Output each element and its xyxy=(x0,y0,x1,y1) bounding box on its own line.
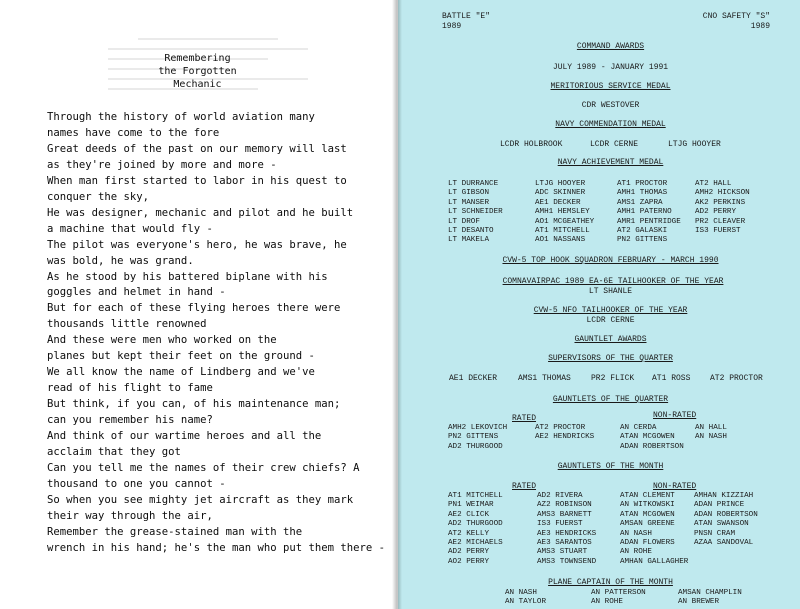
poem-line: He was designer, mechanic and pilot and he built xyxy=(47,206,354,219)
nam-recipient: AE1 DECKER xyxy=(535,198,581,207)
battle-e-label xyxy=(442,12,490,32)
gm-rated-name: AE3 HENDRICKS xyxy=(537,529,597,538)
gq-rated-column xyxy=(535,424,594,443)
gm-nonrated-name: PNSN CRAM xyxy=(694,529,736,538)
gm-nonrated-name: AZAA SANDOVAL xyxy=(694,539,754,548)
poem-line: But for each of these flying heroes there were xyxy=(47,302,341,315)
plane-captain-name: AN ROHE xyxy=(591,598,623,607)
nam-column xyxy=(695,180,750,236)
ncm-recipient: LTJG HOOYER xyxy=(668,140,721,149)
plane-captain-name: AN NASH xyxy=(505,589,537,597)
nam-recipient: PR2 CLEAVER xyxy=(695,217,746,226)
poem-line: as they're joined by more and more - xyxy=(47,158,277,171)
poem-line: planes but kept their feet on the ground - xyxy=(47,350,315,363)
supervisor-name: PR2 FLICK xyxy=(591,374,635,383)
gq-nonrated-label: NON-RATED xyxy=(653,411,697,420)
nam-recipient: LT MAKELA xyxy=(448,236,490,245)
poem-line: And these were men who worked on the xyxy=(47,334,277,347)
gq-rated-name: AT2 PROCTOR xyxy=(535,424,586,432)
gm-rated-column xyxy=(537,492,596,567)
gm-rated-name: AD2 PERRY xyxy=(448,548,490,557)
nam-recipient: LT DROF xyxy=(448,217,480,226)
nam-recipient: AO1 NASSANS xyxy=(535,236,586,245)
gq-nonrated-name: ATAN MCGOWEN xyxy=(620,433,675,442)
gq-rated-name: AE2 HENDRICKS xyxy=(535,433,595,442)
gm-rated-name: AMS3 TOWNSEND xyxy=(537,557,597,566)
nam-recipient: LT DURRANCE xyxy=(448,180,499,188)
ncm-recipient: LCDR CERNE xyxy=(590,140,639,149)
nam-recipient: AK2 PERKINS xyxy=(695,198,746,207)
nam-recipient: AT1 MITCHELL xyxy=(535,227,590,236)
plane-captain-name: AN BREWER xyxy=(678,598,720,607)
gm-rated-name: AO2 PERRY xyxy=(448,557,490,566)
poem-line: But think, if you can, of his maintenance man; xyxy=(47,398,341,411)
nam-column xyxy=(535,180,594,246)
poem-line: thousand to one you cannot - xyxy=(47,477,226,490)
gq-nonrated-name: AN CERDA xyxy=(620,424,657,432)
gm-nonrated-name: ADAN ROBERTSON xyxy=(694,510,758,519)
gm-rated-name: AT2 KELLY xyxy=(448,529,490,538)
supervisor-name: AE1 DECKER xyxy=(449,374,498,383)
nam-recipient: AMH1 THOMAS xyxy=(617,189,668,198)
gm-nonrated-label: NON-RATED xyxy=(653,482,697,491)
poem-line: can you remember his name? xyxy=(47,414,213,427)
gm-rated-name: PN1 WEIMAR xyxy=(448,501,494,510)
poem-line: We all know the name of Lindberg and we've xyxy=(47,366,315,379)
gm-nonrated-column xyxy=(694,492,758,548)
poem-title-line: the Forgotten xyxy=(158,66,237,77)
nam-recipient: LT GIBSON xyxy=(448,189,490,198)
gm-nonrated-name: ATAN CLEMENT xyxy=(620,492,675,500)
nam-recipient: AT2 GALASKI xyxy=(617,227,668,236)
gq-rated-column xyxy=(448,424,507,452)
nam-recipient: AMH1 PATERNO xyxy=(617,208,672,217)
poem-title-line: Remembering xyxy=(164,53,231,64)
poem-line: When man first started to labor in his quest to xyxy=(47,174,347,187)
poem-line: conquer the sky, xyxy=(47,190,150,203)
gm-rated-name: AMS3 BARNETT xyxy=(537,510,592,519)
gq-nonrated-name: ADAN ROBERTSON xyxy=(620,442,684,451)
gm-nonrated-column xyxy=(620,492,688,567)
nam-recipient: AT1 PROCTOR xyxy=(617,180,668,188)
gq-rated-name: AMH2 LEKOVICH xyxy=(448,424,508,432)
nam-recipient: LT MANSER xyxy=(448,198,490,207)
command-awards-heading: COMMAND AWARDS xyxy=(576,42,645,51)
nam-recipient: IS3 FUERST xyxy=(695,227,741,236)
gm-rated-name: AE2 CLICK xyxy=(448,510,490,519)
gq-nonrated-column xyxy=(620,424,684,452)
gm-nonrated-name: AMHAN GALLAGHER xyxy=(620,557,689,566)
nam-column xyxy=(617,180,681,246)
poem-line: goggles and helmet in hand - xyxy=(47,286,226,299)
poem-line: The pilot was everyone's hero, he was brave, he xyxy=(47,238,347,251)
gm-nonrated-name: AMSAN GREENE xyxy=(620,520,675,529)
poem-line: So when you see mighty jet aircraft as they mark xyxy=(47,493,354,506)
supervisor-name: AMS1 THOMAS xyxy=(518,374,571,383)
plane-captain-name: AN TAYLOR xyxy=(505,598,547,607)
gm-nonrated-name: ATAN SWANSON xyxy=(694,520,749,529)
poem-title xyxy=(60,52,335,91)
nam-recipient: AD2 PERRY xyxy=(695,208,737,217)
gm-nonrated-name: ATAN MCGOWEN xyxy=(620,510,675,519)
nam-recipient: AMH1 HEMSLEY xyxy=(535,208,590,217)
corner-line: CNO SAFETY "S" xyxy=(702,12,770,21)
nam-column xyxy=(448,180,503,246)
plane-captain-column xyxy=(505,589,546,608)
corner-line: 1989 xyxy=(750,22,770,31)
poem-line: Great deeds of the past on our memory will last xyxy=(47,142,347,155)
plane-captain-name: AMSAN CHAMPLIN xyxy=(678,589,742,597)
supervisor-name: AT1 ROSS xyxy=(652,374,691,383)
gm-rated-label: RATED xyxy=(512,482,537,491)
gm-rated-name: AE3 SARANTOS xyxy=(537,539,592,548)
nam-recipient: AT2 HALL xyxy=(695,180,732,188)
top-hook-heading: CVW-5 TOP HOOK SQUADRON FEBRUARY - MARCH 1990 xyxy=(502,256,719,265)
gm-nonrated-name: ADAN PRINCE xyxy=(694,501,745,510)
gm-rated-column xyxy=(448,492,503,567)
gm-rated-name: AZ2 ROBINSON xyxy=(537,501,592,510)
msm-recipient: CDR WESTOVER xyxy=(581,101,640,110)
gm-rated-name: IS3 FUERST xyxy=(537,520,583,529)
gm-heading: GAUNTLETS OF THE MONTH xyxy=(557,462,664,471)
plane-captain-column xyxy=(678,589,742,608)
gm-nonrated-name: AN WITKOWSKI xyxy=(620,501,675,510)
nam-heading: NAVY ACHIEVEMENT MEDAL xyxy=(557,158,664,167)
page-gutter xyxy=(392,0,402,609)
award-period: JULY 1989 - JANUARY 1991 xyxy=(552,63,669,72)
ncm-heading: NAVY COMMENDATION MEDAL xyxy=(555,120,666,129)
plane-captain-heading: PLANE CAPTAIN OF THE MONTH xyxy=(548,578,673,587)
nam-recipient: LTJG HOOYER xyxy=(535,180,586,188)
cno-safety-label xyxy=(703,12,770,32)
nam-recipient: ADC SKINNER xyxy=(535,189,586,198)
right-page xyxy=(398,0,800,609)
poem-body xyxy=(47,110,392,557)
gauntlet-awards-heading: GAUNTLET AWARDS xyxy=(574,335,647,344)
gq-rated-name: PN2 GITTENS xyxy=(448,433,499,442)
gm-rated-name: AD2 THURGOOD xyxy=(448,520,503,529)
gq-rated-label: RATED xyxy=(512,414,537,423)
gq-nonrated-name: AN NASH xyxy=(695,433,727,442)
nam-recipient: AMS1 ZAPRA xyxy=(617,198,663,207)
gq-nonrated-name: AN HALL xyxy=(695,424,727,432)
nam-recipient: AMH2 HICKSON xyxy=(695,189,750,198)
nam-recipient: AMR1 PENTRIDGE xyxy=(617,217,681,226)
poem-line: As he stood by his battered biplane with his xyxy=(47,270,328,283)
gm-rated-name: AT1 MITCHELL xyxy=(448,492,503,500)
poem-line: wrench in his hand; he's the man who put them there - xyxy=(47,541,386,554)
tailhooker-recipient: LT SHANLE xyxy=(588,287,633,296)
nam-recipient: AO1 MCGEATHEY xyxy=(535,217,595,226)
nam-recipient: PN2 GITTENS xyxy=(617,236,668,245)
poem-line: was bold, he was grand. xyxy=(47,254,194,267)
nam-recipient: LT DESANTO xyxy=(448,227,494,236)
left-page xyxy=(0,0,398,609)
gq-rated-name: AD2 THURGOOD xyxy=(448,442,503,451)
tailhooker-heading: COMNAVAIRPAC 1989 EA-6E TAILHOOKER OF THE YEAR xyxy=(502,277,724,286)
poem-line: acclaim that they got xyxy=(47,446,181,459)
poem-line: Remember the grease-stained man with the xyxy=(47,525,303,538)
gm-rated-name: AE2 MICHAELS xyxy=(448,539,503,548)
gm-nonrated-name: ADAN FLOWERS xyxy=(620,539,675,548)
supervisors-heading: SUPERVISORS OF THE QUARTER xyxy=(548,354,673,363)
gm-nonrated-name: AN NASH xyxy=(620,529,652,538)
poem-line: And think of our wartime heroes and all the xyxy=(47,430,322,443)
plane-captain-column xyxy=(591,589,646,608)
poem-line: thousands little renowned xyxy=(47,318,207,331)
nam-recipient: LT SCHNEIDER xyxy=(448,208,503,217)
nfo-heading: CVW-5 NFO TAILHOOKER OF THE YEAR xyxy=(533,306,688,315)
corner-line: BATTLE "E" xyxy=(442,12,491,21)
poem-line: Can you tell me the names of their crew chiefs? A xyxy=(47,461,360,474)
poem-line: Through the history of world aviation many xyxy=(47,111,315,123)
gq-heading: GAUNTLETS OF THE QUARTER xyxy=(552,395,669,404)
gm-rated-name: AMS3 STUART xyxy=(537,548,588,557)
ncm-recipient: LCDR HOLBROOK xyxy=(500,140,563,149)
plane-captain-name: AN PATTERSON xyxy=(591,589,646,597)
gm-rated-name: AD2 RIVERA xyxy=(537,492,583,500)
gm-nonrated-name: AN ROHE xyxy=(620,548,652,557)
poem-line: their way through the air, xyxy=(47,509,213,522)
poem-line: read of his flight to fame xyxy=(47,382,213,395)
gq-nonrated-column xyxy=(695,424,727,443)
poem-title-line: Mechanic xyxy=(173,79,222,90)
supervisor-name: AT2 PROCTOR xyxy=(710,374,763,383)
poem-line: a machine that would fly - xyxy=(47,222,213,235)
gm-nonrated-name: AMHAN KIZZIAH xyxy=(694,492,754,500)
nfo-recipient: LCDR CERNE xyxy=(586,316,635,325)
poem-line: names have come to the fore xyxy=(47,126,220,139)
corner-line: 1989 xyxy=(442,22,462,31)
msm-heading: MERITORIOUS SERVICE MEDAL xyxy=(550,82,671,91)
